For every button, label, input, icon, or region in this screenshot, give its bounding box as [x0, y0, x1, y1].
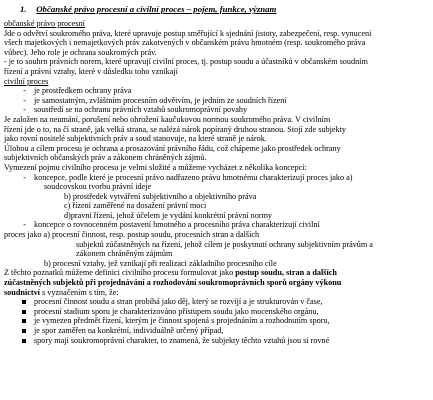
- concept-subitem: c) řízení zaměřené na dosažení právní moci: [64, 201, 207, 211]
- document-heading: [20, 4, 430, 15]
- dash-bullet-icon: -: [23, 86, 26, 96]
- heading-text: Občanské právo procesní a civilní proces – pojem, funkce, význam: [36, 4, 277, 14]
- dash-bullet-icon: -: [23, 105, 26, 115]
- document-page: [4, 4, 430, 345]
- list-item: - soustředí se na ochranu právních vztahů soukromoprávní povahy: [4, 105, 430, 115]
- section2-line: řízení jde o to, na čí straně, jak velká strana, se nalézá nárok popíraný druhou stranou. Stojí zde subjekty: [4, 124, 346, 134]
- list-item: je spor zaměřen na konkrétní, individuálně určený případ,: [4, 326, 430, 336]
- section-title-civilni-proces: civilní proces: [4, 76, 49, 86]
- list-item: je vymezen předmět řízení, kterým je činnost spojená s projednáním a rozhodnutím sporu,: [4, 316, 430, 326]
- dash-bullet-icon: -: [23, 172, 26, 182]
- summary-paragraph: Z těchto poznatků můžeme definici civilního procesu formulovat jako postup soudu, stran a dalších: [4, 268, 337, 278]
- list-item: - je prostředkem ochrany práva: [4, 86, 430, 96]
- dash-bullet-icon: -: [23, 220, 26, 230]
- list-item: spory mají soukromoprávní charakter, to znamená, že subjekty těchto vztahů jsou si rovné: [4, 336, 430, 346]
- square-bullet-icon: [22, 339, 26, 343]
- concept-subitem: subjektů zúčastněných na řízení, jehož cílem je poskytnutí ochrany subjektivním právům a: [76, 239, 373, 249]
- section2-line: subjektivních občanských práv a zákonem chráněných zájmů.: [4, 153, 207, 163]
- section-title-procesni-pravo: občanské právo procesní: [4, 19, 85, 28]
- section1-line: vůbec). Jeho role je ochrana soukromých práv.: [4, 47, 157, 57]
- list-item: procesní činnost soudu a stran probíhá jako děj, který se rozvíjí a je strukturován v čase,: [4, 297, 430, 307]
- square-bullet-icon: [22, 329, 26, 333]
- section2-line: jako rovní nositelé subjektivních práv a soud stanovuje, na které straně je nárok.: [4, 134, 267, 144]
- section1-line: - je to souhrn právních norem, které upravují civilní proces, tj. postup soudu a účastníků v občanském soudním: [4, 57, 368, 67]
- heading-number: 1.: [20, 4, 27, 14]
- list-item: - je samostatným, zvláštním procesním odvětvím, je jedním ze soudních řízení: [4, 96, 430, 106]
- list-item: procesní stadium sporu je charakterizováno přístupem soudu jako mocenského orgánu,: [4, 307, 430, 317]
- section2-line: Úlohou a cílem procesu je ochrana a prosazování právního řádu, což chápeme jako prostředek ochrany: [4, 143, 341, 153]
- section2-line: Je založen na neumání, porušení nebo ohrožení kaučukovou normou soukromého práva. V civilním: [4, 114, 331, 124]
- section1-line: Jde o odvětví soukromého práva, které upravuje postup směřující k sjednání jistoty, zabezpečení, resp. vynucení: [4, 28, 372, 38]
- concept-subitem: d)pravní řízení, jehož účelem je vydání konkrétní právní normy: [64, 210, 273, 220]
- concept-line: b) procesní vztahy, jež vznikají při realizaci základního procesního cíle: [44, 258, 277, 268]
- concept-subitem: b) prostředek vytváření subjektivního a objektivního práva: [64, 191, 257, 201]
- concept-item: - koncepce, podle které je procesní právo nadřazeno právu hmotnému charakterizují proces jako a): [4, 173, 430, 183]
- summary-bold-line: zúčastněných subjektů při projednávání a rozhodování soukromoprávních sporů orgány výkonu: [4, 278, 342, 288]
- concept-line: soudcovskou tvorbu právní ideje: [44, 182, 152, 192]
- summary-line: soudnictví s vyznačením s tím, že:: [4, 287, 119, 297]
- concept-item: - koncepce o rovnocenném postavení hmotného a procesního práva charakterizují civilní: [4, 220, 430, 230]
- concept-subitem: zákonem chráněným zájmům: [76, 249, 173, 259]
- section1-line: všech majetkových i nemajetkových práv zakotvených v občanském právu hmotném (resp. soukromého práva: [4, 38, 366, 48]
- square-bullet-icon: [22, 310, 26, 314]
- section2-line: Vymezení pojmu civilního procesu je velmi složité a můžeme vycházet z několika koncepcí:: [4, 162, 307, 172]
- section1-line: řízení a právní vztahy, které v důsledku toho vznikají: [4, 66, 178, 76]
- square-bullet-icon: [22, 300, 26, 304]
- concept-line: proces jako a) procesní činnost, resp. postup soudu, procesních stran a dalších: [4, 230, 260, 240]
- square-bullet-icon: [22, 319, 26, 323]
- dash-bullet-icon: -: [23, 95, 26, 105]
